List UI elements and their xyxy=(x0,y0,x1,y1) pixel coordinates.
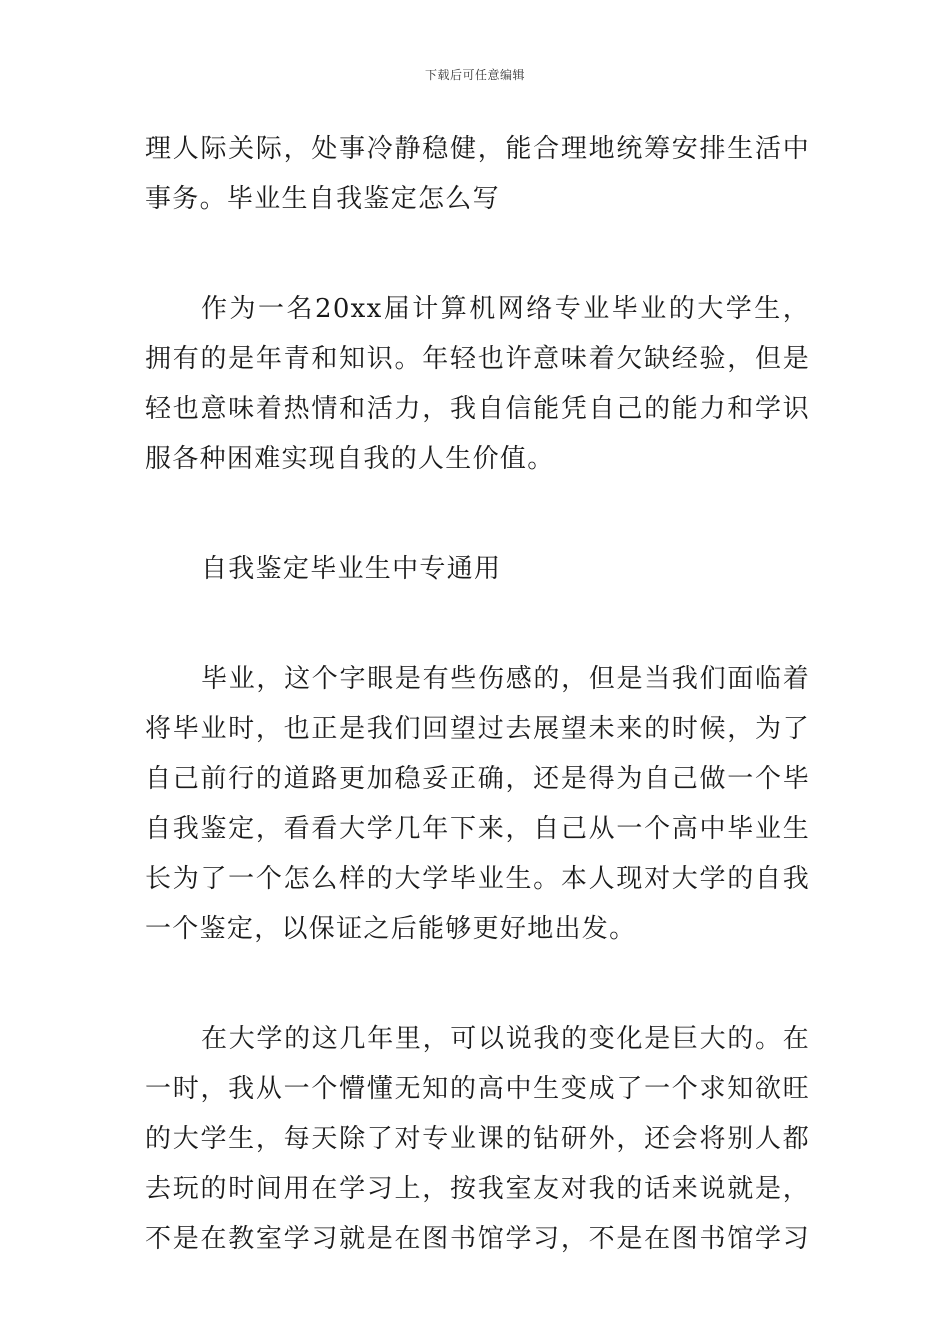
paragraph-gap xyxy=(145,594,810,654)
paragraph-gap xyxy=(145,484,810,544)
paragraph-intro xyxy=(145,284,810,484)
text-line: 事务。毕业生自我鉴定怎么写 xyxy=(145,184,500,214)
text-line: 的大学生，每天除了对专业课的钻研外，还会将别人都 xyxy=(145,1124,810,1154)
text-line: 一个鉴定，以保证之后能够更好地出发。 xyxy=(145,914,637,944)
text-line: 作为一名20xx届计算机网络专业毕业的大学生， xyxy=(201,294,810,324)
text-line: 去玩的时间用在学习上，按我室友对我的话来说就是， xyxy=(145,1174,810,1204)
text-line: 在大学的这几年里，可以说我的变化是巨大的。在 xyxy=(201,1024,810,1054)
text-line: 一时，我从一个懵懂无知的高中生变成了一个求知欲旺 xyxy=(145,1074,810,1104)
text-line: 长为了一个怎么样的大学毕业生。本人现对大学的自我 xyxy=(145,864,810,894)
paragraph-continuation xyxy=(145,124,810,224)
text-line: 服各种困难实现自我的人生价值。 xyxy=(145,444,555,474)
paragraph-gap xyxy=(145,954,810,1014)
text-line: 毕业，这个字眼是有些伤感的，但是当我们面临着 xyxy=(201,664,810,694)
text-line: 将毕业时，也正是我们回望过去展望未来的时候，为了 xyxy=(145,714,810,744)
page-header-note: 下载后可任意编辑 xyxy=(424,68,525,82)
heading-line: 自我鉴定毕业生中专通用 xyxy=(201,554,502,584)
text-line: 拥有的是年青和知识。年轻也许意味着欠缺经验，但是 xyxy=(145,344,810,374)
text-line: 轻也意味着热情和活力，我自信能凭自己的能力和学识 xyxy=(145,394,810,424)
text-line: 理人际关际，处事冷静稳健，能合理地统筹安排生活中 xyxy=(145,134,810,164)
paragraph-gap xyxy=(145,224,810,284)
section-heading xyxy=(145,544,810,594)
text-line: 自我鉴定，看看大学几年下来，自己从一个高中毕业生 xyxy=(145,814,810,844)
text-line: 自己前行的道路更加稳妥正确，还是得为自己做一个毕 xyxy=(145,764,810,794)
document-body xyxy=(145,124,810,1264)
paragraph-graduation xyxy=(145,654,810,954)
paragraph-university-years xyxy=(145,1014,810,1264)
text-line: 不是在教室学习就是在图书馆学习，不是在图书馆学习 xyxy=(145,1224,810,1254)
